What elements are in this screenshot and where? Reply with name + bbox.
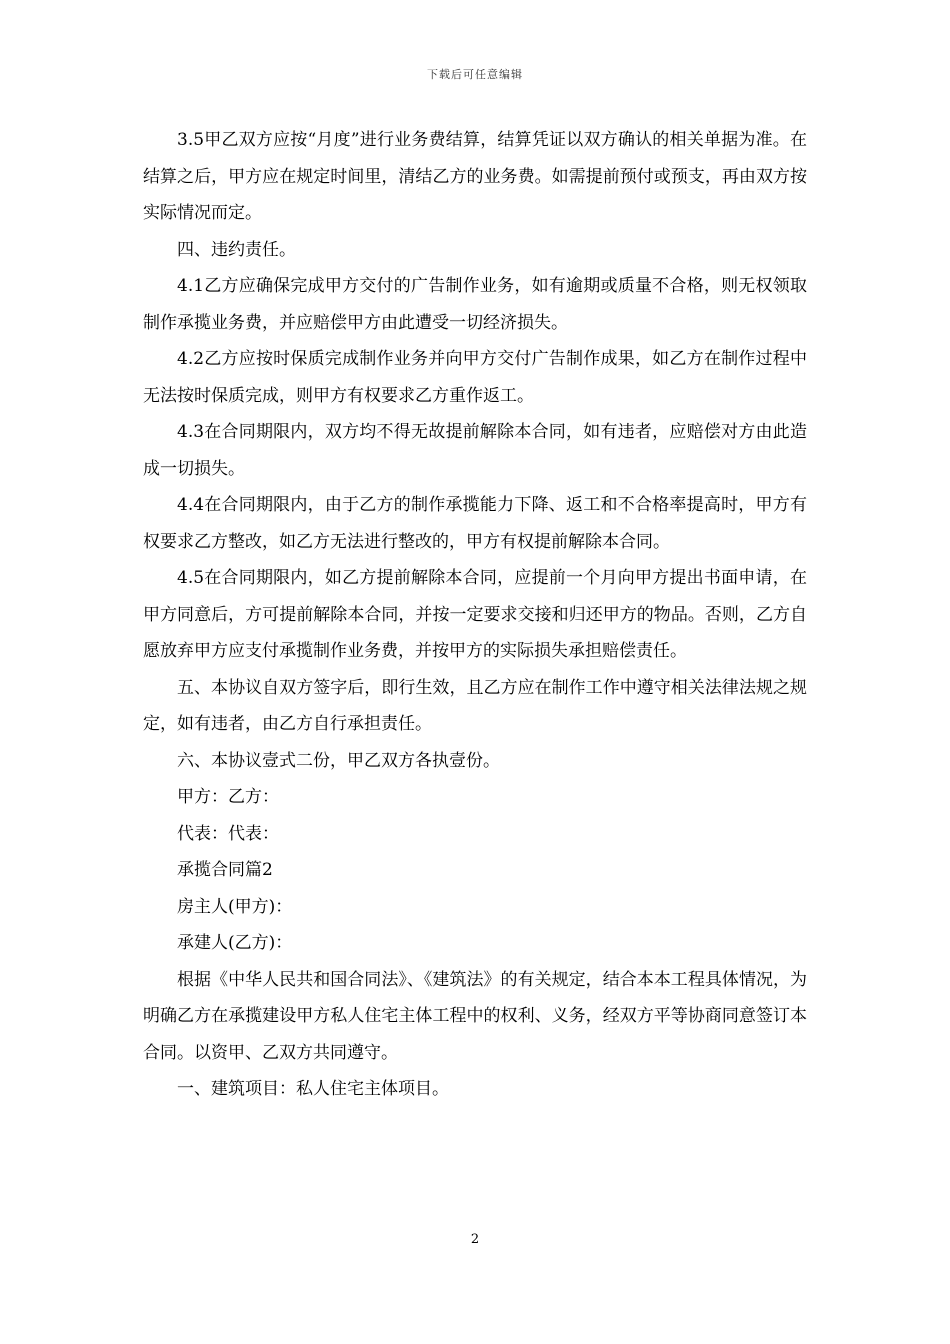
paragraph-clause-4-3: 4.3在合同期限内，双方均不得无故提前解除本合同，如有违者，应赔偿对方由此造成一切损失。 [143, 422, 807, 479]
page-number: 2 [470, 1232, 480, 1247]
paragraph-preamble: 根据《中华人民共和国合同法》、《建筑法》的有关规定，结合本本工程具体情况，为明确乙方在承揽建设甲方私人住宅主体工程中的权利、义务，经双方平等协商同意签订本合同。以资甲、乙双方共同遵守。 [143, 969, 807, 1063]
party-builder: 承建人(乙方)： [177, 933, 293, 953]
paragraph-clause-4-2: 4.2乙方应按时保质完成制作业务并向甲方交付广告制作成果，如乙方在制作过程中无法按时保质完成，则甲方有权要求乙方重作返工。 [143, 349, 807, 406]
page-header: 下载后可任意编辑 [427, 68, 523, 81]
paragraph-settlement: 3.5甲乙双方应按“月度”进行业务费结算，结算凭证以双方确认的相关单据为准。在结算之后，甲方应在规定时间里，清结乙方的业务费。如需提前预付或预支，再由双方按实际情况而定。 [143, 130, 807, 223]
contract-title-2: 承揽合同篇2 [177, 860, 273, 880]
section-heading-breach: 四、违约责任。 [177, 239, 296, 260]
paragraph-project: 一、建筑项目：私人住宅主体项目。 [177, 1079, 449, 1099]
document-body [143, 122, 807, 1108]
party-owner: 房主人(甲方)： [177, 896, 293, 917]
paragraph-clause-6: 六、本协议壹式二份，甲乙双方各执壹份。 [177, 750, 500, 771]
paragraph-clause-4-4: 4.4在合同期限内，由于乙方的制作承揽能力下降、返工和不合格率提高时，甲方有权要求乙方整改，如乙方无法进行整改的，甲方有权提前解除本合同。 [143, 495, 807, 552]
paragraph-clause-4-1: 4.1乙方应确保完成甲方交付的广告制作业务，如有逾期或质量不合格，则无权领取制作承揽业务费，并应赔偿甲方由此遭受一切经济损失。 [143, 276, 807, 333]
signature-parties: 甲方：乙方： [177, 787, 279, 807]
signature-representatives: 代表：代表： [177, 823, 279, 844]
paragraph-clause-5: 五、本协议自双方签字后，即行生效，且乙方应在制作工作中遵守相关法律法规之规定，如有违者，由乙方自行承担责任。 [143, 677, 807, 734]
paragraph-clause-4-5: 4.5在合同期限内，如乙方提前解除本合同，应提前一个月向甲方提出书面申请，在甲方同意后，方可提前解除本合同，并按一定要求交接和归还甲方的物品。否则，乙方自愿放弃甲方应支付承揽制作业务费，并按甲方的实际损失承担赔偿责任。 [143, 568, 807, 661]
